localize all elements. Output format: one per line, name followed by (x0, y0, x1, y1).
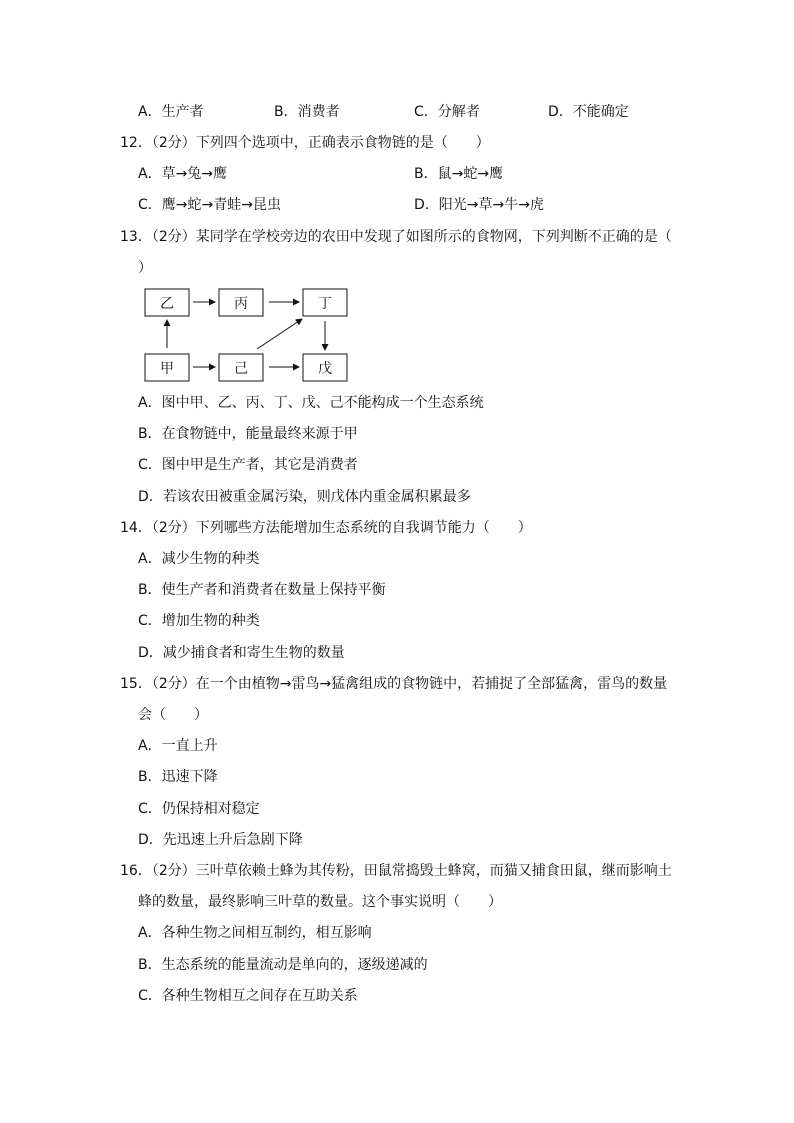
q13-stem: 13．（2分）某同学在学校旁边的农田中发现了如图所示的食物网，下列判断不正确的是（ (120, 229, 672, 245)
node-label-bing: 丙 (234, 296, 248, 312)
q12-stem: 12．（2分）下列四个选项中，正确表示食物链的是（ ） (120, 135, 490, 151)
node-label-ji: 己 (234, 361, 248, 377)
q11-option-b: B．消费者 (274, 104, 340, 120)
q14-option-d: D．减少捕食者和寄生生物的数量 (138, 645, 345, 661)
node-label-jia: 甲 (160, 361, 174, 377)
q16-stem-continued: 蜂的数量，最终影响三叶草的数量。这个事实说明（ ） (138, 894, 502, 910)
food-web-diagram (140, 286, 360, 386)
q11-option-c: C．分解者 (414, 104, 480, 120)
q14-stem: 14．（2分）下列哪些方法能增加生态系统的自我调节能力（ ） (120, 520, 532, 536)
q16-option-a: A．各种生物之间相互制约，相互影响 (138, 925, 372, 941)
q11-option-d: D．不能确定 (548, 104, 629, 120)
q13-stem-continued: ） (138, 260, 152, 276)
q14-option-a: A．减少生物的种类 (138, 551, 260, 567)
q15-stem-continued: 会（ ） (138, 707, 208, 723)
q13-option-a: A．图中甲、乙、丙、丁、戊、己不能构成一个生态系统 (138, 395, 484, 411)
q13-option-b: B．在食物链中，能量最终来源于甲 (138, 426, 358, 442)
q16-option-b: B．生态系统的能量流动是单向的，逐级递减的 (138, 957, 428, 973)
q13-option-d: D．若该农田被重金属污染，则戊体内重金属积累最多 (138, 489, 471, 505)
q15-option-d: D．先迅速上升后急剧下降 (138, 832, 303, 848)
q12-option-d: D．阳光→草→牛→虎 (414, 197, 544, 213)
node-label-yi: 乙 (160, 296, 174, 312)
node-label-wu: 戊 (318, 361, 332, 377)
q15-option-c: C．仍保持相对稳定 (138, 801, 260, 817)
q13-option-c: C．图中甲是生产者，其它是消费者 (138, 457, 358, 473)
q15-option-a: A．一直上升 (138, 738, 218, 754)
q11-option-a: A．生产者 (138, 104, 204, 120)
q14-option-c: C．增加生物的种类 (138, 613, 260, 629)
q15-option-b: B．迅速下降 (138, 769, 218, 785)
q12-option-c: C．鹰→蛇→青蛙→昆虫 (138, 197, 281, 213)
node-label-ding: 丁 (318, 296, 332, 312)
q12-option-b: B．鼠→蛇→鹰 (414, 166, 504, 182)
q14-option-b: B．使生产者和消费者在数量上保持平衡 (138, 582, 386, 598)
q15-stem: 15．（2分）在一个由植物→雷鸟→猛禽组成的食物链中，若捕捉了全部猛禽，雷鸟的数量 (120, 676, 668, 692)
q12-option-a: A．草→兔→鹰 (138, 166, 228, 182)
q16-stem: 16．（2分）三叶草依赖土蜂为其传粉，田鼠常捣毁土蜂窝，而猫又捕食田鼠，继而影响土 (120, 863, 672, 879)
arrow-ji-to-ding (257, 319, 302, 349)
q16-option-c: C．各种生物相互之间存在互助关系 (138, 988, 358, 1004)
